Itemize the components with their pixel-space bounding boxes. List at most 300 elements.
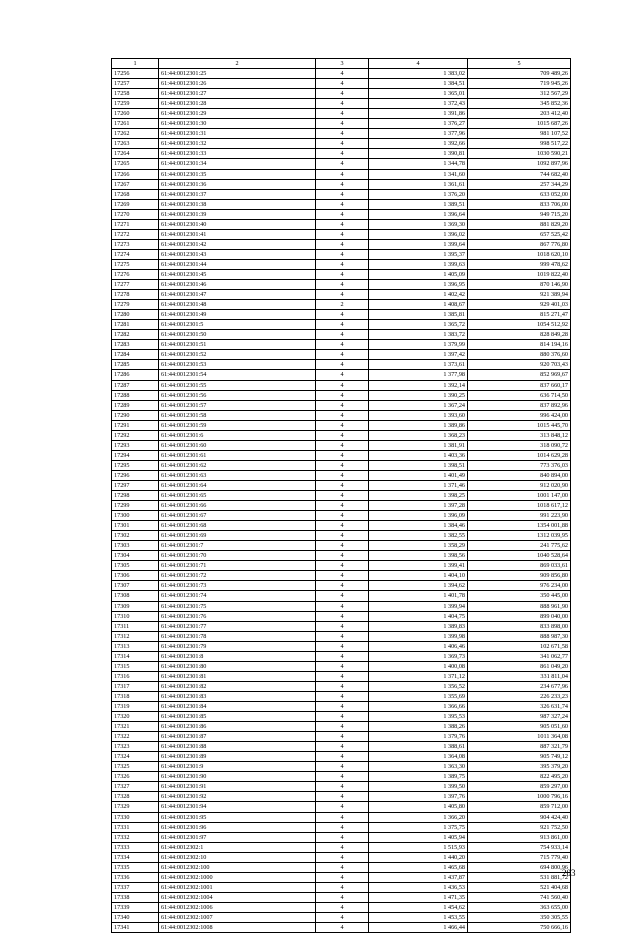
table-row: [112, 742, 571, 752]
class-cell: 4: [316, 209, 369, 219]
value-cell: 905 749,12: [468, 752, 571, 762]
class-cell: 4: [316, 702, 369, 712]
table-row: [112, 219, 571, 229]
table-row: [112, 149, 571, 159]
value-cell: 909 856,80: [468, 571, 571, 581]
class-cell: 4: [316, 400, 369, 410]
class-cell: 4: [316, 239, 369, 249]
cadastral-number-cell: 61:44:0012301:42: [159, 239, 316, 249]
value-cell: 888 961,90: [468, 601, 571, 611]
area-cell: 1 376,27: [369, 119, 468, 129]
area-cell: 1 389,75: [369, 772, 468, 782]
value-cell: 1011 364,08: [468, 732, 571, 742]
table-row: [112, 430, 571, 440]
class-cell: 4: [316, 511, 369, 521]
area-cell: 1 403,36: [369, 450, 468, 460]
row-number-cell: 17303: [112, 541, 159, 551]
value-cell: 1001 147,00: [468, 491, 571, 501]
value-cell: 326 631,74: [468, 702, 571, 712]
table-row: [112, 340, 571, 350]
area-cell: 1 405,80: [369, 802, 468, 812]
value-cell: 1354 001,88: [468, 521, 571, 531]
area-cell: 1 384,46: [369, 521, 468, 531]
row-number-cell: 17283: [112, 340, 159, 350]
table-row: [112, 531, 571, 541]
area-cell: 1 395,53: [369, 712, 468, 722]
class-cell: 4: [316, 782, 369, 792]
value-cell: 1092 897,96: [468, 159, 571, 169]
row-number-cell: 17339: [112, 902, 159, 912]
row-number-cell: 17331: [112, 822, 159, 832]
row-number-cell: 17264: [112, 149, 159, 159]
row-number-cell: 17317: [112, 681, 159, 691]
row-number-cell: 17319: [112, 702, 159, 712]
area-cell: 1 379,76: [369, 732, 468, 742]
row-number-cell: 17267: [112, 179, 159, 189]
area-cell: 1 440,20: [369, 852, 468, 862]
row-number-cell: 17262: [112, 129, 159, 139]
row-number-cell: 17292: [112, 430, 159, 440]
cadastral-number-cell: 61:44:0012301:89: [159, 752, 316, 762]
table-row: [112, 380, 571, 390]
table-row: [112, 611, 571, 621]
area-cell: 1 406,46: [369, 641, 468, 651]
cadastral-number-cell: 61:44:0012301:84: [159, 702, 316, 712]
area-cell: 1 465,68: [369, 862, 468, 872]
table-row: [112, 882, 571, 892]
row-number-cell: 17257: [112, 79, 159, 89]
table-row: [112, 400, 571, 410]
class-cell: 4: [316, 179, 369, 189]
cadastral-number-cell: 61:44:0012301:87: [159, 732, 316, 742]
area-cell: 1 397,42: [369, 350, 468, 360]
cadastral-number-cell: 61:44:0012301:86: [159, 722, 316, 732]
page-number: 203: [562, 868, 576, 878]
row-number-cell: 17269: [112, 199, 159, 209]
cadastral-number-cell: 61:44:0012301:90: [159, 772, 316, 782]
class-cell: 4: [316, 370, 369, 380]
cadastral-number-cell: 61:44:0012301:28: [159, 99, 316, 109]
cadastral-value-table: [111, 58, 571, 933]
row-number-cell: 17304: [112, 551, 159, 561]
class-cell: 4: [316, 360, 369, 370]
area-cell: 1 388,26: [369, 722, 468, 732]
row-number-cell: 17330: [112, 812, 159, 822]
area-cell: 1 398,51: [369, 460, 468, 470]
cadastral-number-cell: 61:44:0012301:65: [159, 491, 316, 501]
value-cell: 709 489,26: [468, 69, 571, 79]
value-cell: 744 682,40: [468, 169, 571, 179]
area-cell: 1 355,69: [369, 691, 468, 701]
area-cell: 1 408,67: [369, 300, 468, 310]
area-cell: 1 405,94: [369, 832, 468, 842]
table-row: [112, 591, 571, 601]
cadastral-number-cell: 61:44:0012301:37: [159, 189, 316, 199]
table-row: [112, 772, 571, 782]
value-cell: 1000 796,16: [468, 792, 571, 802]
value-cell: 312 567,29: [468, 89, 571, 99]
class-cell: 4: [316, 742, 369, 752]
table-row: [112, 370, 571, 380]
cadastral-number-cell: 61:44:0012302:1000: [159, 872, 316, 882]
class-cell: 4: [316, 621, 369, 631]
cadastral-number-cell: 61:44:0012301:91: [159, 782, 316, 792]
row-number-cell: 17290: [112, 410, 159, 420]
area-cell: 1 398,25: [369, 491, 468, 501]
class-cell: 4: [316, 229, 369, 239]
table-row: [112, 139, 571, 149]
row-number-cell: 17309: [112, 601, 159, 611]
class-cell: 4: [316, 581, 369, 591]
value-cell: 521 404,68: [468, 882, 571, 892]
cadastral-number-cell: 61:44:0012301:92: [159, 792, 316, 802]
class-cell: 4: [316, 430, 369, 440]
value-cell: 318 090,72: [468, 440, 571, 450]
value-cell: 102 671,58: [468, 641, 571, 651]
value-cell: 880 376,60: [468, 350, 571, 360]
value-cell: 257 344,29: [468, 179, 571, 189]
class-cell: 4: [316, 591, 369, 601]
value-cell: 741 560,40: [468, 892, 571, 902]
area-cell: 1 388,61: [369, 742, 468, 752]
value-cell: 331 811,04: [468, 671, 571, 681]
class-cell: 4: [316, 501, 369, 511]
cadastral-number-cell: 61:44:0012301:33: [159, 149, 316, 159]
table-row: [112, 661, 571, 671]
cadastral-number-cell: 61:44:0012301:27: [159, 89, 316, 99]
area-cell: 1 515,93: [369, 842, 468, 852]
table-row: [112, 69, 571, 79]
table-row: [112, 491, 571, 501]
cadastral-number-cell: 61:44:0012301:48: [159, 300, 316, 310]
cadastral-number-cell: 61:44:0012301:59: [159, 420, 316, 430]
value-cell: 241 775,62: [468, 541, 571, 551]
value-cell: 694 800,96: [468, 862, 571, 872]
row-number-cell: 17327: [112, 782, 159, 792]
cadastral-number-cell: 61:44:0012301:32: [159, 139, 316, 149]
table-row: [112, 722, 571, 732]
area-cell: 1 358,29: [369, 541, 468, 551]
class-cell: 4: [316, 219, 369, 229]
area-cell: 1 389,86: [369, 420, 468, 430]
area-cell: 1 391,86: [369, 109, 468, 119]
row-number-cell: 17263: [112, 139, 159, 149]
class-cell: 4: [316, 752, 369, 762]
table-row: [112, 89, 571, 99]
area-cell: 1 377,98: [369, 370, 468, 380]
area-cell: 1 385,81: [369, 310, 468, 320]
cadastral-number-cell: 61:44:0012302:1006: [159, 902, 316, 912]
class-cell: 4: [316, 892, 369, 902]
cadastral-number-cell: 61:44:0012301:41: [159, 229, 316, 239]
class-cell: 4: [316, 330, 369, 340]
row-number-cell: 17338: [112, 892, 159, 902]
cadastral-number-cell: 61:44:0012301:94: [159, 802, 316, 812]
row-number-cell: 17301: [112, 521, 159, 531]
row-number-cell: 17294: [112, 450, 159, 460]
table-row: [112, 571, 571, 581]
header-col-2: 2: [159, 59, 316, 69]
class-cell: 4: [316, 691, 369, 701]
area-cell: 1 405,09: [369, 269, 468, 279]
table-row: [112, 360, 571, 370]
row-number-cell: 17293: [112, 440, 159, 450]
table-row: [112, 119, 571, 129]
class-cell: 4: [316, 852, 369, 862]
cadastral-number-cell: 61:44:0012302:100: [159, 862, 316, 872]
value-cell: 350 445,00: [468, 591, 571, 601]
table-row: [112, 601, 571, 611]
row-number-cell: 17326: [112, 772, 159, 782]
cadastral-number-cell: 61:44:0012301:68: [159, 521, 316, 531]
table-row: [112, 651, 571, 661]
cadastral-number-cell: 61:44:0012301:9: [159, 762, 316, 772]
area-cell: 1 397,28: [369, 501, 468, 511]
class-cell: 4: [316, 571, 369, 581]
area-cell: 1 369,30: [369, 219, 468, 229]
cadastral-number-cell: 61:44:0012301:31: [159, 129, 316, 139]
table-row: [112, 712, 571, 722]
row-number-cell: 17337: [112, 882, 159, 892]
header-row: [112, 59, 571, 69]
area-cell: 1 400,08: [369, 661, 468, 671]
class-cell: 4: [316, 99, 369, 109]
class-cell: 4: [316, 732, 369, 742]
table-row: [112, 792, 571, 802]
class-cell: 4: [316, 832, 369, 842]
table-row: [112, 621, 571, 631]
table-row: [112, 812, 571, 822]
value-cell: 754 933,14: [468, 842, 571, 852]
table-row: [112, 551, 571, 561]
class-cell: 4: [316, 410, 369, 420]
class-cell: 4: [316, 802, 369, 812]
table-row: [112, 480, 571, 490]
row-number-cell: 17266: [112, 169, 159, 179]
cadastral-number-cell: 61:44:0012301:38: [159, 199, 316, 209]
area-cell: 1 404,10: [369, 571, 468, 581]
table-row: [112, 671, 571, 681]
value-cell: 920 703,43: [468, 360, 571, 370]
area-cell: 1 399,98: [369, 631, 468, 641]
cadastral-number-cell: 61:44:0012301:85: [159, 712, 316, 722]
class-cell: 4: [316, 249, 369, 259]
table-row: [112, 581, 571, 591]
value-cell: 996 424,00: [468, 410, 571, 420]
class-cell: 4: [316, 480, 369, 490]
row-number-cell: 17260: [112, 109, 159, 119]
row-number-cell: 17315: [112, 661, 159, 671]
cadastral-number-cell: 61:44:0012302:10: [159, 852, 316, 862]
cadastral-number-cell: 61:44:0012301:49: [159, 310, 316, 320]
row-number-cell: 17276: [112, 269, 159, 279]
value-cell: 887 321,79: [468, 742, 571, 752]
table-row: [112, 199, 571, 209]
table-row: [112, 752, 571, 762]
area-cell: 1 382,55: [369, 531, 468, 541]
cadastral-number-cell: 61:44:0012301:61: [159, 450, 316, 460]
table-row: [112, 702, 571, 712]
row-number-cell: 17306: [112, 571, 159, 581]
value-cell: 861 049,20: [468, 661, 571, 671]
class-cell: 4: [316, 280, 369, 290]
class-cell: 2: [316, 300, 369, 310]
cadastral-number-cell: 61:44:0012301:26: [159, 79, 316, 89]
class-cell: 4: [316, 822, 369, 832]
cadastral-number-cell: 61:44:0012301:51: [159, 340, 316, 350]
value-cell: 828 849,28: [468, 330, 571, 340]
class-cell: 4: [316, 350, 369, 360]
area-cell: 1 394,62: [369, 581, 468, 591]
row-number-cell: 17278: [112, 290, 159, 300]
value-cell: 1014 629,28: [468, 450, 571, 460]
table-row: [112, 782, 571, 792]
cadastral-number-cell: 61:44:0012301:73: [159, 581, 316, 591]
row-number-cell: 17282: [112, 330, 159, 340]
area-cell: 1 371,46: [369, 480, 468, 490]
area-cell: 1 365,01: [369, 89, 468, 99]
row-number-cell: 17307: [112, 581, 159, 591]
value-cell: 719 945,26: [468, 79, 571, 89]
table-row: [112, 350, 571, 360]
class-cell: 4: [316, 340, 369, 350]
cadastral-number-cell: 61:44:0012301:35: [159, 169, 316, 179]
row-number-cell: 17271: [112, 219, 159, 229]
cadastral-number-cell: 61:44:0012301:43: [159, 249, 316, 259]
table-row: [112, 290, 571, 300]
class-cell: 4: [316, 842, 369, 852]
row-number-cell: 17335: [112, 862, 159, 872]
class-cell: 4: [316, 651, 369, 661]
cadastral-number-cell: 61:44:0012301:63: [159, 470, 316, 480]
value-cell: 1040 528,64: [468, 551, 571, 561]
cadastral-number-cell: 61:44:0012301:64: [159, 480, 316, 490]
area-cell: 1 454,62: [369, 902, 468, 912]
area-cell: 1 390,81: [369, 149, 468, 159]
value-cell: 833 898,00: [468, 621, 571, 631]
value-cell: 1015 445,70: [468, 420, 571, 430]
class-cell: 4: [316, 902, 369, 912]
area-cell: 1 396,64: [369, 209, 468, 219]
row-number-cell: 17324: [112, 752, 159, 762]
value-cell: 1015 687,26: [468, 119, 571, 129]
value-cell: 636 714,50: [468, 390, 571, 400]
value-cell: 921 389,94: [468, 290, 571, 300]
table-row: [112, 762, 571, 772]
area-cell: 1 393,60: [369, 410, 468, 420]
table-row: [112, 681, 571, 691]
value-cell: 899 040,00: [468, 611, 571, 621]
row-number-cell: 17275: [112, 259, 159, 269]
table-row: [112, 269, 571, 279]
cadastral-number-cell: 61:44:0012301:46: [159, 280, 316, 290]
class-cell: 4: [316, 199, 369, 209]
row-number-cell: 17334: [112, 852, 159, 862]
area-cell: 1 356,52: [369, 681, 468, 691]
table-body: [112, 69, 571, 933]
cadastral-number-cell: 61:44:0012301:25: [159, 69, 316, 79]
class-cell: 4: [316, 79, 369, 89]
cadastral-number-cell: 61:44:0012301:54: [159, 370, 316, 380]
value-cell: 912 020,90: [468, 480, 571, 490]
area-cell: 1 404,75: [369, 611, 468, 621]
class-cell: 4: [316, 923, 369, 933]
table-row: [112, 390, 571, 400]
area-cell: 1 375,75: [369, 822, 468, 832]
value-cell: 913 861,00: [468, 832, 571, 842]
row-number-cell: 17291: [112, 420, 159, 430]
cadastral-number-cell: 61:44:0012301:82: [159, 681, 316, 691]
header-col-3: 3: [316, 59, 369, 69]
table-row: [112, 460, 571, 470]
area-cell: 1 364,08: [369, 752, 468, 762]
class-cell: 4: [316, 320, 369, 330]
cadastral-number-cell: 61:44:0012302:1004: [159, 892, 316, 902]
row-number-cell: 17281: [112, 320, 159, 330]
table-row: [112, 470, 571, 480]
table-row: [112, 320, 571, 330]
value-cell: 837 660,17: [468, 380, 571, 390]
area-cell: 1 344,78: [369, 159, 468, 169]
value-cell: 203 412,40: [468, 109, 571, 119]
table-row: [112, 330, 571, 340]
cadastral-number-cell: 61:44:0012301:40: [159, 219, 316, 229]
class-cell: 4: [316, 119, 369, 129]
table-row: [112, 420, 571, 430]
area-cell: 1 365,72: [369, 320, 468, 330]
value-cell: 981 107,52: [468, 129, 571, 139]
value-cell: 234 677,96: [468, 681, 571, 691]
row-number-cell: 17297: [112, 480, 159, 490]
area-cell: 1 436,53: [369, 882, 468, 892]
class-cell: 4: [316, 440, 369, 450]
row-number-cell: 17284: [112, 350, 159, 360]
value-cell: 1018 620,10: [468, 249, 571, 259]
row-number-cell: 17259: [112, 99, 159, 109]
row-number-cell: 17308: [112, 591, 159, 601]
cadastral-number-cell: 61:44:0012301:44: [159, 259, 316, 269]
table-row: [112, 732, 571, 742]
class-cell: 4: [316, 872, 369, 882]
value-cell: 226 233,23: [468, 691, 571, 701]
table-row: [112, 189, 571, 199]
row-number-cell: 17270: [112, 209, 159, 219]
table-row: [112, 691, 571, 701]
area-cell: 1 399,63: [369, 259, 468, 269]
table-row: [112, 169, 571, 179]
class-cell: 4: [316, 450, 369, 460]
row-number-cell: 17272: [112, 229, 159, 239]
value-cell: 1054 512,92: [468, 320, 571, 330]
value-cell: 837 892,96: [468, 400, 571, 410]
class-cell: 4: [316, 681, 369, 691]
table-row: [112, 501, 571, 511]
cadastral-number-cell: 61:44:0012301:50: [159, 330, 316, 340]
cadastral-number-cell: 61:44:0012301:53: [159, 360, 316, 370]
row-number-cell: 17277: [112, 280, 159, 290]
area-cell: 1 389,51: [369, 199, 468, 209]
table-row: [112, 872, 571, 882]
table-row: [112, 521, 571, 531]
area-cell: 1 390,25: [369, 390, 468, 400]
area-cell: 1 389,83: [369, 621, 468, 631]
cadastral-number-cell: 61:44:0012301:5: [159, 320, 316, 330]
class-cell: 4: [316, 491, 369, 501]
cadastral-number-cell: 61:44:0012301:70: [159, 551, 316, 561]
class-cell: 4: [316, 912, 369, 922]
area-cell: 1 396,95: [369, 280, 468, 290]
class-cell: 4: [316, 169, 369, 179]
